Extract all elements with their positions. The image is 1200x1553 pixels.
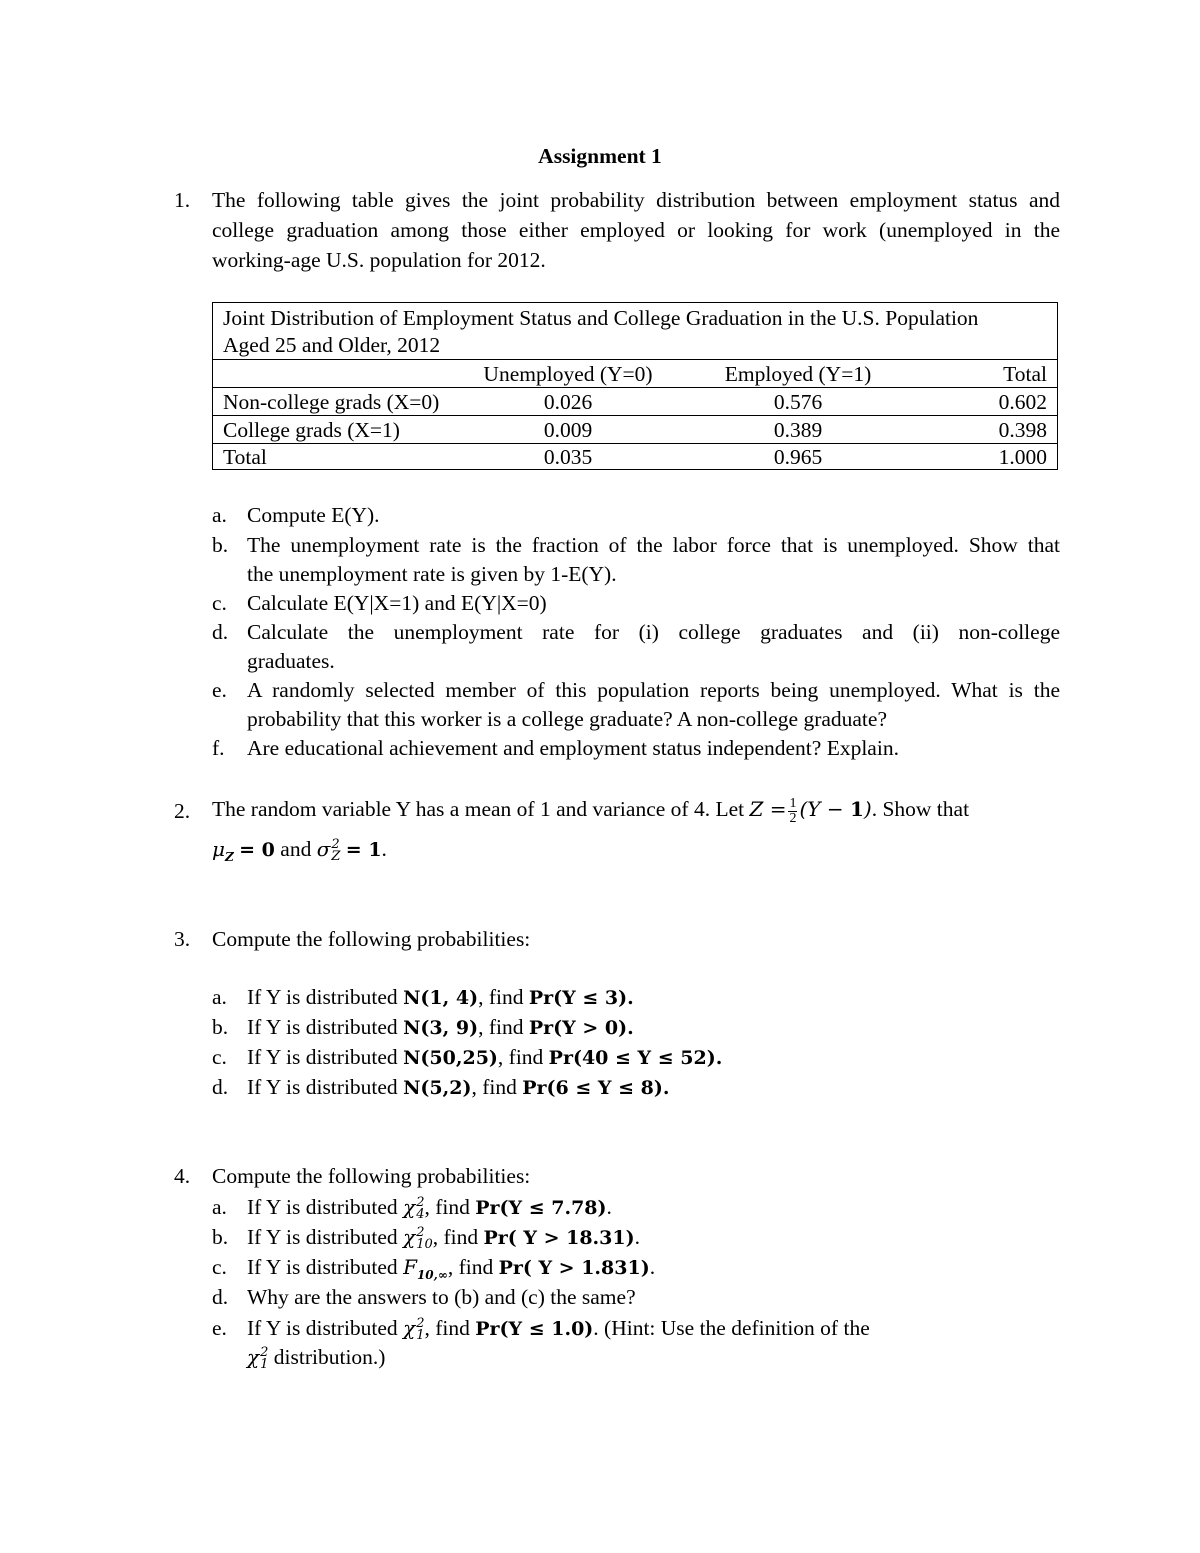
q3-part-text: If Y is distributed	[247, 1045, 398, 1069]
probability-expression: Pr( Y > 1.831)	[498, 1257, 650, 1279]
table-divider	[213, 359, 1057, 360]
distribution: N(3, 9)	[403, 1017, 479, 1039]
probability-expression: Pr(Y ≤ 3).	[528, 987, 634, 1009]
q3-number: 3.	[174, 927, 191, 951]
q4-part-text: If Y is distributed	[247, 1255, 398, 1279]
q4-part-text: If Y is distributed	[247, 1316, 398, 1340]
table-header-cell: Unemployed (Y=0)	[483, 362, 653, 386]
q2-and: and	[280, 837, 312, 861]
table-caption	[223, 305, 1049, 359]
q3-intro: Compute the following probabilities:	[212, 927, 531, 951]
table-cell: 0.576	[773, 390, 823, 414]
assignment-title: Assignment 1	[538, 144, 662, 168]
distribution: N(50,25)	[403, 1047, 498, 1069]
z-equation-rest: (Y − 1)	[799, 797, 872, 821]
q3d-label: d.	[212, 1075, 229, 1099]
mu-z-symbol: $\mu_Z$	[212, 837, 234, 864]
q3b-text	[247, 1013, 634, 1042]
q4b-label: b.	[212, 1225, 229, 1249]
q3c-text	[247, 1043, 722, 1072]
chi-square-4: χ 2 4	[403, 1194, 425, 1222]
table-caption-line: Joint Distribution of Employment Status and College Graduation in the U.S. Population	[223, 306, 979, 330]
q1-text-line: The following table gives the joint probability distribution between employment status and	[212, 188, 1060, 212]
q4c-label: c.	[212, 1255, 227, 1279]
table-cell: 0.389	[773, 418, 823, 442]
f-distribution: $F_{10,\infty}$	[403, 1255, 448, 1282]
q2-period: .	[381, 837, 387, 861]
q4-part-text: .	[649, 1255, 656, 1279]
q4d-text: Why are the answers to (b) and (c) the same?	[247, 1285, 636, 1309]
table-row-label: College grads (X=1)	[223, 418, 400, 442]
sigma-z-value: = 1	[345, 839, 382, 861]
q4-part-text: . (Hint: Use the definition of the	[593, 1316, 870, 1340]
q4e-text	[247, 1314, 870, 1343]
q3-part-text: , find	[471, 1075, 517, 1099]
q4-intro: Compute the following probabilities:	[212, 1164, 531, 1188]
q2-text: . Show that	[871, 797, 970, 821]
q1c-text: Calculate E(Y|X=1) and E(Y|X=0)	[247, 591, 547, 615]
q4e-text-line2	[247, 1343, 385, 1371]
q2-text: The random variable Y has a mean of 1 and variance of 4. Let	[212, 797, 745, 821]
q4-part-text: , find	[424, 1195, 470, 1219]
q1e-text: probability that this worker is a college graduate? A non-college graduate?	[247, 707, 887, 731]
q3-part-text: If Y is distributed	[247, 1075, 398, 1099]
table-cell: 0.965	[773, 445, 823, 469]
q3b-label: b.	[212, 1015, 229, 1039]
q2-line1	[212, 795, 969, 826]
q4-part-text: If Y is distributed	[247, 1195, 398, 1219]
q1e-text: A randomly selected member of this population reports being unemployed. What is the	[247, 678, 1060, 702]
table-row-label: Non-college grads (X=0)	[223, 390, 440, 414]
q1b-text: the unemployment rate is given by 1-E(Y).	[247, 562, 617, 586]
table-cell: 1.000	[998, 445, 1047, 469]
distribution: N(5,2)	[403, 1077, 472, 1099]
table-row-label: Total	[223, 445, 267, 469]
table-caption-line: Aged 25 and Older, 2012	[223, 333, 441, 357]
one-half-fraction: $\frac{1}{2}$	[789, 795, 797, 826]
q3-part-text: If Y is distributed	[247, 985, 398, 1009]
probability-expression: Pr( Y > 18.31)	[483, 1227, 635, 1249]
mu-z-value: = 0	[239, 839, 275, 861]
table-cell: 0.009	[543, 418, 593, 442]
q4b-text	[247, 1223, 640, 1252]
q1d-text: graduates.	[247, 649, 335, 673]
q3-part-text: If Y is distributed	[247, 1015, 398, 1039]
q3d-text	[247, 1073, 669, 1102]
sigma-z-symbol: σ 2 Z	[316, 836, 341, 864]
q4-part-text: If Y is distributed	[247, 1225, 398, 1249]
q1d-label: d.	[212, 620, 229, 644]
q3a-label: a.	[212, 985, 227, 1009]
q4d-label: d.	[212, 1285, 229, 1309]
distribution: N(1, 4)	[403, 987, 479, 1009]
table-header-cell: Employed (Y=1)	[724, 362, 872, 386]
q4-part-text: , find	[432, 1225, 479, 1249]
q1f-text: Are educational achievement and employment status independent? Explain.	[247, 736, 899, 760]
probability-expression: Pr(Y > 0).	[528, 1017, 634, 1039]
q1a-text: Compute E(Y).	[247, 503, 380, 527]
q1e-label: e.	[212, 678, 227, 702]
q1f-label: f.	[212, 736, 225, 760]
table-cell: 0.026	[543, 390, 593, 414]
q4-part-text: distribution.)	[273, 1345, 386, 1369]
q3-part-text: , find	[497, 1045, 544, 1069]
q1a-label: a.	[212, 503, 227, 527]
q4-part-text: , find	[424, 1316, 470, 1340]
q2-line2	[212, 835, 387, 871]
table-cell: 0.398	[998, 418, 1047, 442]
q2-number: 2.	[174, 799, 191, 823]
joint-distribution-table	[212, 302, 1058, 470]
q1-text-line: working-age U.S. population for 2012.	[212, 248, 546, 272]
chi-square-1: χ 2 1	[247, 1344, 269, 1372]
table-header-cell: Total	[1003, 362, 1047, 386]
probability-expression: Pr(Y ≤ 1.0)	[475, 1318, 594, 1340]
q1d-text: Calculate the unemployment rate for (i) college graduates and (ii) non-college	[247, 620, 1060, 644]
chi-square-1: χ 2 1	[403, 1315, 425, 1343]
table-cell: 0.035	[543, 445, 593, 469]
chi-square-10: χ 2 10	[403, 1224, 433, 1252]
q4-number: 4.	[174, 1164, 191, 1188]
q1b-label: b.	[212, 533, 229, 557]
q1-text-line: college graduation among those either employed or looking for work (unemployed in the	[212, 218, 1060, 242]
q4-part-text: .	[634, 1225, 640, 1249]
q1c-label: c.	[212, 591, 227, 615]
table-cell: 0.602	[998, 390, 1047, 414]
q4a-label: a.	[212, 1195, 227, 1219]
probability-expression: Pr(Y ≤ 7.78)	[475, 1197, 607, 1219]
q4-part-text: , find	[447, 1255, 494, 1279]
q1b-text: The unemployment rate is the fraction of the labor force that is unemployed. Show that	[247, 533, 1060, 557]
q4-part-text: .	[606, 1195, 612, 1219]
q3-part-text: , find	[478, 1015, 524, 1039]
q4e-label: e.	[212, 1316, 227, 1340]
probability-expression: Pr(6 ≤ Y ≤ 8).	[522, 1077, 670, 1099]
q3-part-text: , find	[478, 985, 524, 1009]
q1-number: 1.	[174, 188, 191, 212]
z-equation: Z =	[749, 797, 787, 821]
q4a-text	[247, 1193, 612, 1222]
q3c-label: c.	[212, 1045, 227, 1069]
q3a-text	[247, 983, 634, 1012]
probability-expression: Pr(40 ≤ Y ≤ 52).	[548, 1047, 723, 1069]
